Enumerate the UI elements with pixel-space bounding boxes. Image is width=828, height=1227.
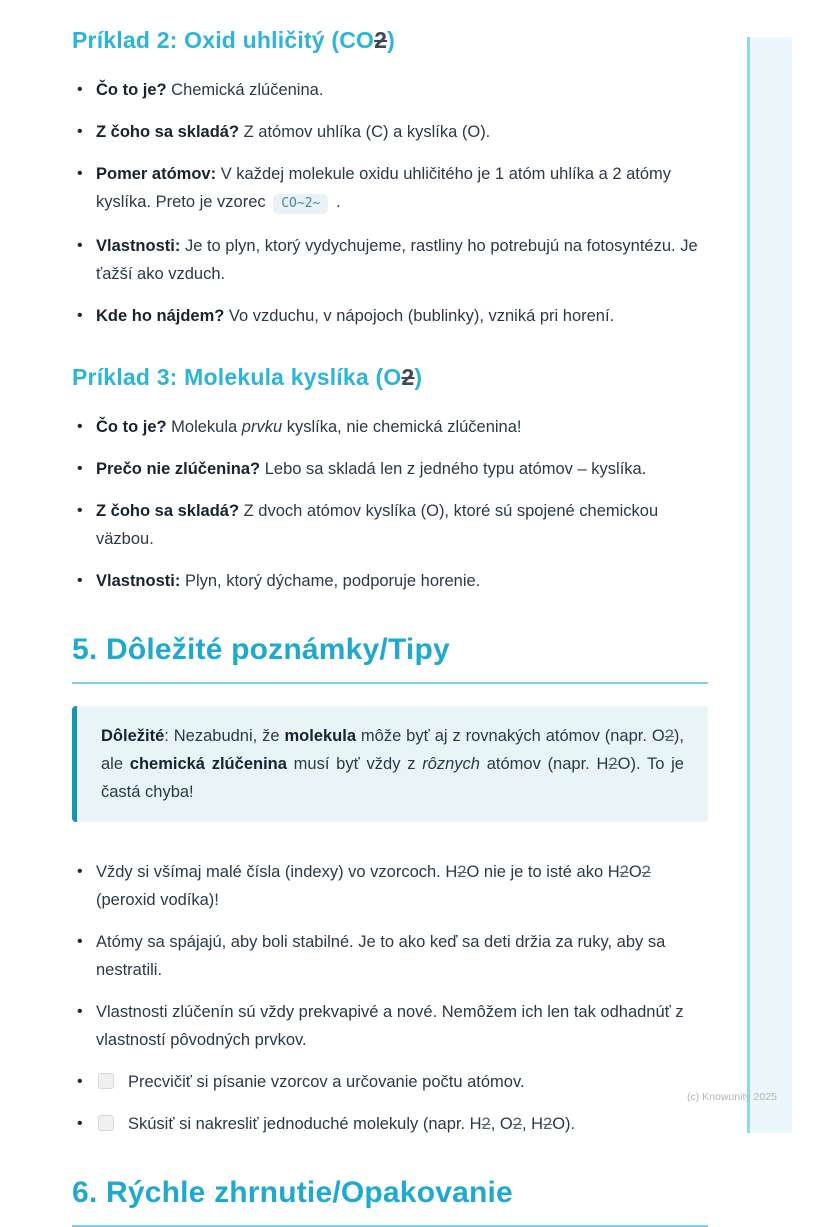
text-segment: Precvičiť si písanie vzorcov a určovanie počtu atómov.	[128, 1073, 525, 1091]
text-segment: 2	[608, 755, 618, 773]
heading-example3	[72, 364, 708, 391]
page-edge-highlight	[750, 37, 792, 1133]
text-segment: môže byť aj z rovnakých atómov (napr. O	[356, 727, 665, 745]
text-segment: 2	[481, 1115, 491, 1133]
text-segment: : Nezabudni, že	[164, 727, 285, 745]
text-segment: O).	[552, 1115, 576, 1133]
text-segment: Dôležité	[101, 727, 165, 745]
list-item	[72, 497, 708, 553]
text-segment: Je to plyn, ktorý vydychujeme, rastliny ho potrebujú na fotosyntézu. Je ťažší ako vzduch.	[96, 237, 703, 283]
text-segment: , H	[521, 1115, 544, 1133]
text-segment: 2	[512, 1115, 522, 1133]
heading-notes: 5. Dôležité poznámky/Tipy	[72, 633, 708, 684]
text-segment: O). To je častá chyba!	[101, 755, 689, 801]
text-segment: O	[628, 863, 642, 881]
bullet-list-notes	[72, 858, 708, 1138]
text-segment: 2	[664, 727, 674, 745]
text-segment: 2	[543, 1115, 553, 1133]
text-segment: .	[331, 193, 341, 211]
text-segment: Z atómov uhlíka (C) a kyslíka (O).	[239, 123, 491, 141]
text-segment: Lebo sa skladá len z jedného typu atómov – kyslíka.	[260, 460, 647, 478]
text-segment: prvku	[241, 418, 283, 436]
text-segment: Skúsiť si nakresliť jednoduché molekuly (napr. H	[128, 1115, 482, 1133]
list-item	[72, 76, 708, 104]
list-item	[72, 998, 708, 1054]
text-segment: 2	[457, 863, 467, 881]
text-segment: , O	[490, 1115, 513, 1133]
text-segment: Atómy sa spájajú, aby boli stabilné. Je to ako keď sa deti držia za ruky, aby sa nestratili.	[96, 933, 670, 979]
text-segment: Chemická zlúčenina.	[166, 81, 324, 99]
text-segment: )	[414, 364, 423, 390]
text-segment: atómov (napr. H	[479, 755, 609, 773]
text-segment: kyslíka, nie chemická zlúčenina!	[282, 418, 522, 436]
text-segment: Vlastnosti:	[96, 572, 181, 590]
text-segment: Vlastnosti:	[96, 237, 181, 255]
text-segment: 2	[619, 863, 629, 881]
text-segment: Molekula	[166, 418, 242, 436]
list-item	[72, 160, 708, 218]
page-edge-line	[747, 37, 750, 1133]
text-segment: ), ale	[101, 727, 689, 773]
text-segment: Kde ho nájdem?	[96, 307, 225, 325]
list-item	[72, 567, 708, 595]
text-segment: rôznych	[422, 755, 480, 773]
text-segment: 2	[641, 863, 651, 881]
heading-summary: 6. Rýchle zhrnutie/Opakovanie	[72, 1176, 708, 1227]
text-segment: (peroxid vodíka)!	[96, 863, 656, 909]
text-segment: 2	[401, 364, 415, 390]
document-content	[72, 27, 708, 1227]
text-segment: Vo vzduchu, v nápojoch (bublinky), vzniká pri horení.	[224, 307, 615, 325]
text-segment: Čo to je?	[96, 81, 167, 99]
formula-code-chip: CO~2~	[273, 194, 328, 214]
list-item	[72, 118, 708, 146]
text-segment: Z čoho sa skladá?	[96, 502, 240, 520]
text-segment: Pomer atómov:	[96, 165, 217, 183]
text-segment: Čo to je?	[96, 418, 167, 436]
text-segment: O nie je to isté ako H	[466, 863, 620, 881]
checkbox[interactable]	[98, 1073, 114, 1089]
text-segment: Príklad 2: Oxid uhličitý (CO	[72, 27, 375, 53]
text-segment: Vždy si všímaj malé čísla (indexy) vo vzorcoch. H	[96, 863, 458, 881]
text-segment: Z dvoch atómov kyslíka (O), ktoré sú spojené chemickou väzbou.	[96, 502, 663, 548]
text-segment: molekula	[284, 727, 357, 745]
list-item	[72, 928, 708, 984]
checkbox[interactable]	[98, 1115, 114, 1131]
bullet-list-example2	[72, 76, 708, 330]
text-segment: Prečo nie zlúčenina?	[96, 460, 261, 478]
text-segment: Plyn, ktorý dýchame, podporuje horenie.	[180, 572, 481, 590]
list-item	[72, 455, 708, 483]
list-item	[72, 302, 708, 330]
copyright-watermark: (c) Knowunity 2025	[687, 1091, 777, 1103]
text-segment: chemická zlúčenina	[129, 755, 287, 773]
list-item	[72, 413, 708, 441]
text-segment: Z čoho sa skladá?	[96, 123, 240, 141]
list-item	[72, 858, 708, 914]
bullet-list-example3	[72, 413, 708, 595]
todo-list-item	[72, 1110, 708, 1138]
important-callout	[72, 706, 708, 822]
text-segment: musí byť vždy z	[286, 755, 423, 773]
text-segment: )	[387, 27, 395, 53]
heading-example2	[72, 27, 708, 54]
text-segment: Vlastnosti zlúčenín sú vždy prekvapivé a nové. Nemôžem ich len tak odhadnúť z vlastností pôvodných prvkov.	[96, 1003, 689, 1049]
list-item	[72, 232, 708, 288]
todo-list-item	[72, 1068, 708, 1096]
text-segment: Príklad 3: Molekula kyslíka (O	[72, 364, 402, 390]
text-segment: V každej molekule oxidu uhličitého je 1 atóm uhlíka a 2 atómy kyslíka. Preto je vzorec	[96, 165, 676, 211]
text-segment: 2	[374, 27, 388, 53]
